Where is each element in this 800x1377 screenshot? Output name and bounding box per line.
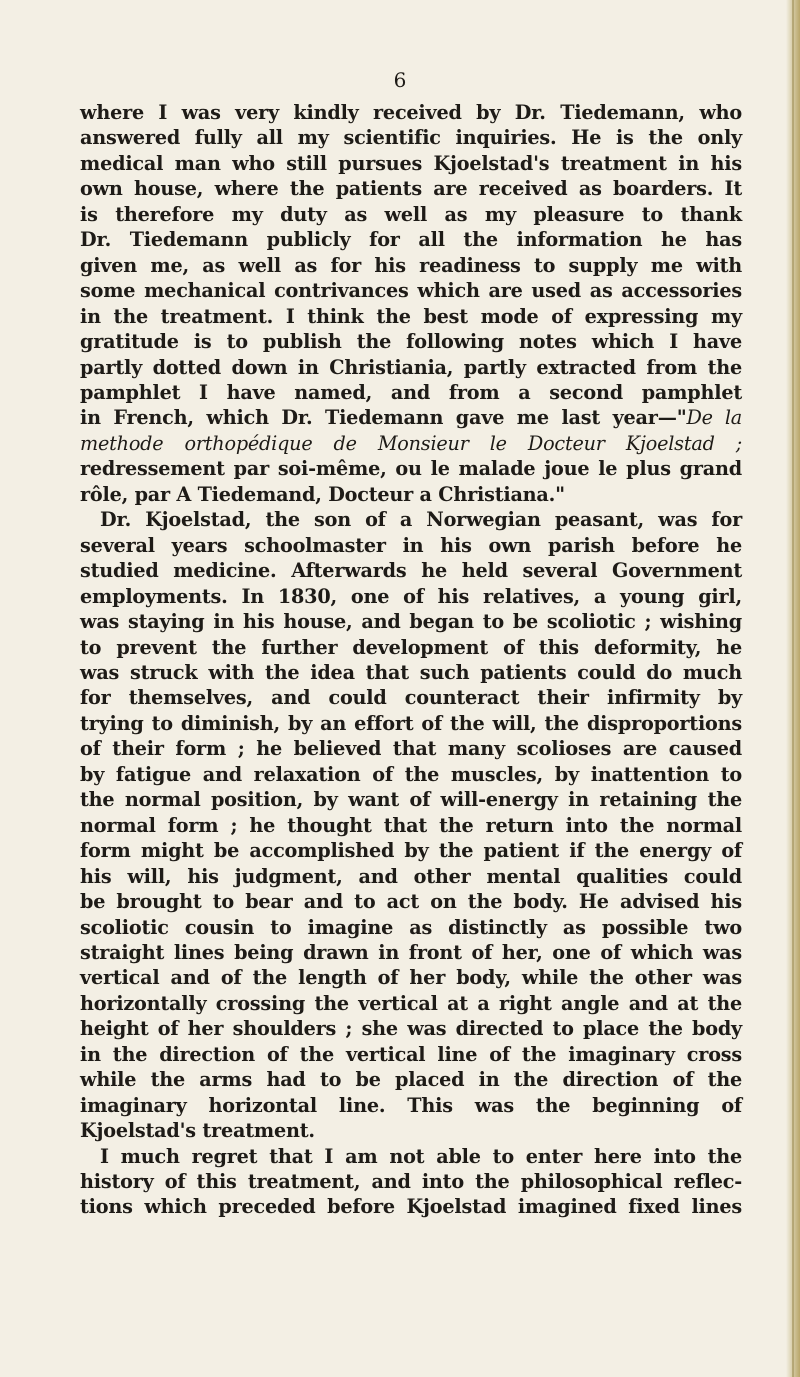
text-line: tions which preceded before Kjoelstad imagined fixed lines [80, 1195, 742, 1219]
text-line: in the treatment. I think the best mode of expressing my [80, 304, 742, 328]
text-line: height of her shoulders ; she was directed to place the body [80, 1017, 742, 1041]
text-line: by fatigue and relaxation of the muscles, by inattention to [80, 762, 742, 786]
text-line: partly dotted down in Christiania, partly extracted from the [80, 355, 742, 379]
text-line: own house, where the patients are received as boarders. It [80, 177, 742, 201]
text-line: was struck with the idea that such patients could do much [80, 660, 742, 684]
text-line: medical man who still pursues Kjoelstad's treatment in his [80, 151, 742, 175]
paragraph-2 [80, 507, 742, 1143]
text-line: is therefore my duty as well as my pleasure to thank [80, 202, 742, 226]
text-line: horizontally crossing the vertical at a right angle and at the [80, 991, 742, 1015]
text-line: while the arms had to be placed in the direction of the [80, 1068, 742, 1092]
text-line: trying to diminish, by an effort of the will, the disproportions [80, 711, 742, 735]
text-line: to prevent the further development of this deformity, he [80, 635, 742, 659]
text-line: where I was very kindly received by Dr. Tiedemann, who [80, 101, 742, 124]
text-line: gratitude is to publish the following notes which I have [80, 330, 742, 354]
text-line: history of this treatment, and into the philosophical reflec- [80, 1170, 742, 1194]
text-line: was staying in his house, and began to be scoliotic ; wishing [80, 610, 742, 634]
text-line-with-italic [80, 405, 742, 430]
text-line: given me, as well as for his readiness to supply me with [80, 253, 742, 277]
italic-title-fragment: De la [686, 406, 742, 430]
text-line: normal form ; he thought that the return into the normal [80, 813, 742, 837]
text-line: of their form ; he believed that many scolioses are caused [80, 737, 742, 761]
body-text [80, 100, 742, 1220]
text-line: rôle, par A Tiedemand, Docteur a Christiana." [80, 482, 565, 506]
text-line: pamphlet I have named, and from a second pamphlet [80, 380, 742, 404]
text-line: imaginary horizontal line. This was the beginning of [80, 1093, 742, 1117]
text-line: be brought to bear and to act on the body. He advised his [80, 890, 742, 914]
text-line: I much regret that I am not able to enter here into the [100, 1144, 742, 1168]
text-line: scoliotic cousin to imagine as distinctly as possible two [80, 915, 742, 939]
text-line: studied medicine. Afterwards he held several Government [80, 559, 742, 583]
text-line: redressement par soi-même, ou le malade joue le plus grand [80, 457, 742, 481]
text-line: his will, his judgment, and other mental qualities could [80, 864, 742, 888]
text-line: Dr. Tiedemann publicly for all the information he has [80, 228, 742, 252]
text-line: Dr. Kjoelstad, the son of a Norwegian peasant, was for [100, 508, 742, 532]
text-line: vertical and of the length of her body, while the other was [80, 966, 742, 990]
text-line: form might be accomplished by the patient if the energy of [80, 839, 742, 863]
text-line: in the direction of the vertical line of the imaginary cross [80, 1042, 742, 1066]
text-line: Kjoelstad's treatment. [80, 1119, 315, 1143]
paragraph-1 [80, 100, 742, 507]
text-line: answered fully all my scientific inquiries. He is the only [80, 126, 742, 150]
page-edge-line [792, 0, 794, 1377]
page-number: 6 [393, 68, 407, 92]
text-line: several years schoolmaster in his own parish before he [80, 533, 742, 557]
paragraph-3 [80, 1144, 742, 1220]
italic-title-line: methode orthopédique de Monsieur le Docteur Kjoelstad ; [80, 431, 742, 455]
text-line-roman: in French, which Dr. Tiedemann gave me last year—" [80, 406, 687, 430]
text-line: employments. In 1830, one of his relatives, a young girl, [80, 584, 742, 608]
text-line: the normal position, by want of will-energy in retaining the [80, 788, 742, 812]
text-line: some mechanical contrivances which are used as accessories [80, 279, 742, 303]
text-line: straight lines being drawn in front of her, one of which was [80, 940, 742, 964]
text-line: for themselves, and could counteract their infirmity by [80, 686, 742, 710]
